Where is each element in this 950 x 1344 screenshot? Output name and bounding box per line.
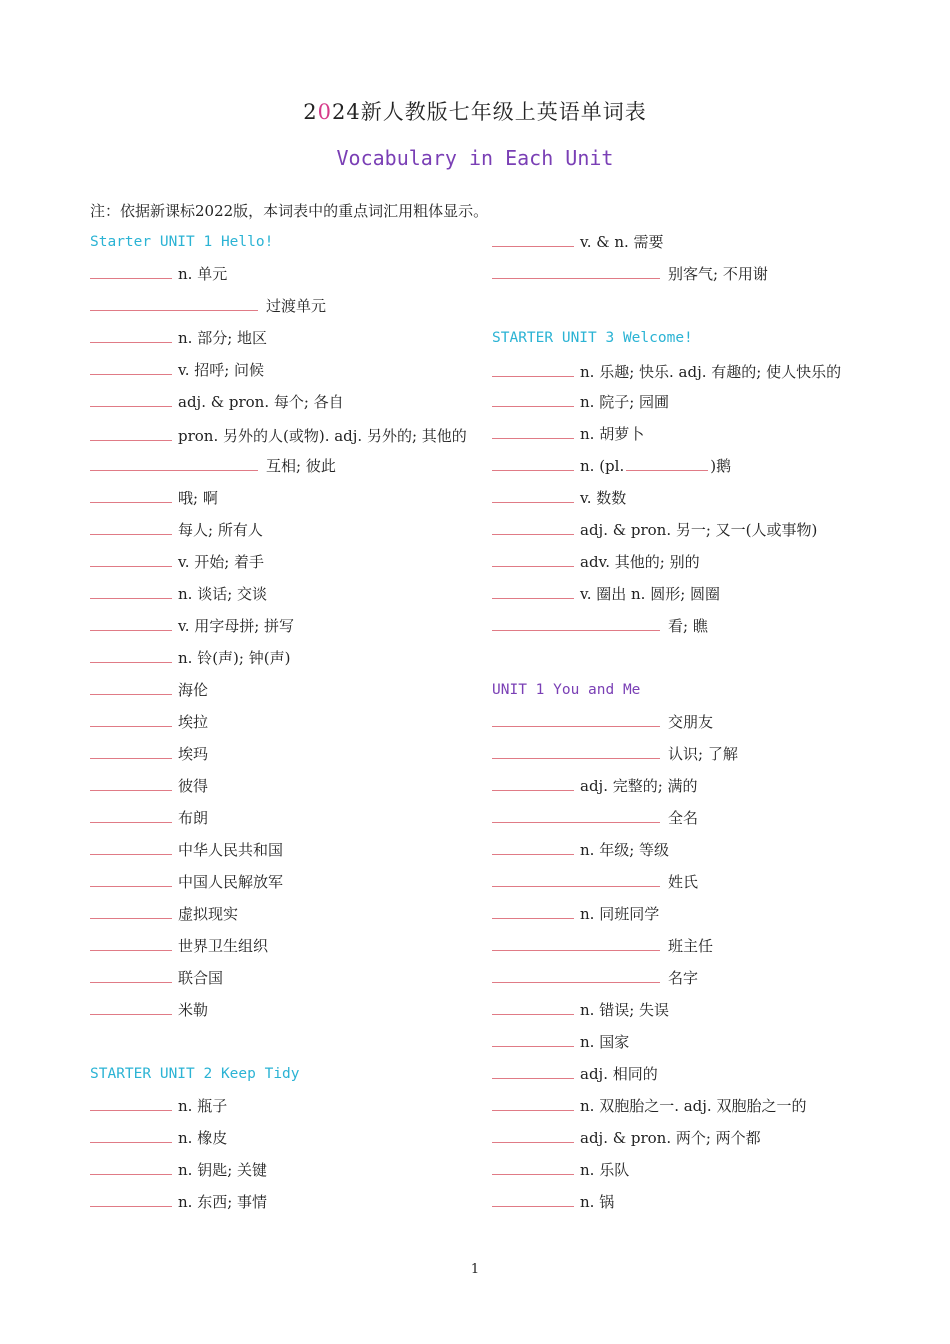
vocab-entry bbox=[492, 1028, 872, 1060]
entry-meaning: 埃拉 bbox=[178, 713, 209, 731]
vocab-entry bbox=[492, 1092, 872, 1124]
answer-blank[interactable] bbox=[90, 740, 172, 759]
page-number: 1 bbox=[470, 1262, 480, 1277]
vocab-entry bbox=[90, 612, 470, 644]
vocab-entry bbox=[492, 868, 872, 900]
entry-meaning: v. & n. 需要 bbox=[580, 233, 664, 251]
entry-meaning: n. 单元 bbox=[178, 265, 228, 283]
entry-meaning: n. 胡萝卜 bbox=[580, 425, 645, 443]
answer-blank[interactable] bbox=[492, 740, 660, 759]
vocab-entry bbox=[90, 836, 470, 868]
answer-blank[interactable] bbox=[90, 292, 258, 311]
answer-blank[interactable] bbox=[90, 516, 172, 535]
section-spacer bbox=[492, 644, 872, 676]
vocab-entry bbox=[492, 932, 872, 964]
vocab-entry bbox=[90, 900, 470, 932]
entry-meaning: v. 数数 bbox=[580, 489, 627, 507]
entry-meaning: 班主任 bbox=[668, 937, 714, 955]
entry-meaning: 联合国 bbox=[178, 969, 224, 987]
vocab-entry bbox=[492, 1188, 872, 1220]
answer-blank[interactable] bbox=[492, 772, 574, 791]
answer-blank[interactable] bbox=[492, 548, 574, 567]
entry-meaning: v. 开始; 着手 bbox=[178, 553, 265, 571]
vocab-entry bbox=[492, 900, 872, 932]
entry-meaning: 认识; 了解 bbox=[668, 745, 738, 763]
answer-blank[interactable] bbox=[90, 676, 172, 695]
entry-meaning: n. 双胞胎之一. adj. 双胞胎之一的 bbox=[580, 1097, 807, 1115]
vocab-entry bbox=[492, 964, 872, 996]
entry-meaning: 彼得 bbox=[178, 777, 209, 795]
entry-meaning: 中华人民共和国 bbox=[178, 841, 284, 859]
entry-meaning: n. 院子; 园圃 bbox=[580, 393, 670, 411]
vocab-entry bbox=[492, 996, 872, 1028]
entry-meaning: v. 圈出 n. 圆形; 圆圈 bbox=[580, 585, 721, 603]
entry-meaning: 中国人民解放军 bbox=[178, 873, 284, 891]
entry-meaning: 姓氏 bbox=[668, 873, 699, 891]
answer-blank[interactable] bbox=[492, 388, 574, 407]
vocab-entry bbox=[492, 452, 872, 484]
entry-meaning: adj. & pron. 每个; 各自 bbox=[178, 393, 344, 411]
entry-meaning: 全名 bbox=[668, 809, 699, 827]
answer-blank[interactable] bbox=[492, 1188, 574, 1207]
entry-meaning: 米勒 bbox=[178, 1001, 209, 1019]
answer-blank[interactable] bbox=[90, 708, 172, 727]
vocab-entry bbox=[492, 388, 872, 420]
answer-blank[interactable] bbox=[492, 1092, 574, 1111]
answer-blank[interactable] bbox=[90, 644, 172, 663]
answer-blank[interactable] bbox=[492, 1124, 574, 1143]
entry-meaning: n. 锅 bbox=[580, 1193, 615, 1211]
vocab-entry bbox=[90, 324, 470, 356]
entry-meaning: n. 年级; 等级 bbox=[580, 841, 670, 859]
vocab-entry bbox=[492, 516, 872, 548]
entry-meaning: 海伦 bbox=[178, 681, 209, 699]
vocab-entry bbox=[492, 260, 872, 292]
vocab-entry bbox=[492, 420, 872, 452]
right-column bbox=[492, 228, 872, 1220]
answer-blank[interactable] bbox=[90, 932, 172, 951]
page-title bbox=[0, 96, 950, 126]
vocab-entry bbox=[492, 804, 872, 836]
vocab-entry bbox=[90, 1156, 470, 1188]
vocab-entry bbox=[90, 932, 470, 964]
vocab-entry bbox=[90, 868, 470, 900]
entry-meaning: 埃玛 bbox=[178, 745, 209, 763]
entry-meaning: 看; 瞧 bbox=[668, 617, 708, 635]
entry-meaning: n. 同班同学 bbox=[580, 905, 660, 923]
entry-meaning: n. 铃(声); 钟(声) bbox=[178, 649, 291, 667]
answer-blank[interactable] bbox=[492, 452, 574, 471]
left-column bbox=[90, 228, 470, 1220]
entry-meaning-before: n. (pl. bbox=[580, 457, 625, 475]
vocab-entry bbox=[492, 836, 872, 868]
answer-blank[interactable] bbox=[492, 804, 660, 823]
answer-blank[interactable] bbox=[90, 484, 172, 503]
vocab-entry bbox=[90, 1188, 470, 1220]
answer-blank[interactable] bbox=[492, 1060, 574, 1079]
note-text: 注：依据新课标2022版，本词表中的重点词汇用粗体显示。 bbox=[90, 202, 489, 220]
vocab-entry bbox=[90, 580, 470, 612]
plural-answer-blank[interactable] bbox=[626, 452, 708, 471]
vocab-entry bbox=[492, 356, 872, 388]
unit-heading: UNIT 1 You and Me bbox=[492, 682, 641, 698]
answer-blank[interactable] bbox=[90, 580, 172, 599]
answer-blank[interactable] bbox=[90, 324, 172, 343]
answer-blank[interactable] bbox=[492, 868, 660, 887]
answer-blank[interactable] bbox=[492, 900, 574, 919]
answer-blank[interactable] bbox=[492, 580, 574, 599]
entry-meaning: adj. 相同的 bbox=[580, 1065, 658, 1083]
entry-meaning: 过渡单元 bbox=[266, 297, 327, 315]
entry-meaning: 别客气; 不用谢 bbox=[668, 265, 768, 283]
answer-blank[interactable] bbox=[90, 964, 172, 983]
answer-blank[interactable] bbox=[90, 612, 172, 631]
vocab-entry bbox=[90, 996, 470, 1028]
vocab-entry bbox=[90, 420, 470, 452]
answer-blank[interactable] bbox=[90, 356, 172, 375]
vocab-entry bbox=[492, 772, 872, 804]
answer-blank[interactable] bbox=[90, 836, 172, 855]
unit-heading: STARTER UNIT 3 Welcome! bbox=[492, 330, 693, 346]
vocab-entry bbox=[90, 388, 470, 420]
answer-blank[interactable] bbox=[492, 964, 660, 983]
entry-meaning: n. 谈话; 交谈 bbox=[178, 585, 268, 603]
answer-blank[interactable] bbox=[492, 420, 574, 439]
vocab-entry bbox=[90, 708, 470, 740]
entry-meaning: n. 乐趣; 快乐. adj. 有趣的; 使人快乐的 bbox=[580, 363, 842, 381]
answer-blank[interactable] bbox=[90, 772, 172, 791]
answer-blank[interactable] bbox=[492, 612, 660, 631]
vocab-entry bbox=[90, 772, 470, 804]
vocab-entry bbox=[492, 1060, 872, 1092]
vocab-entry bbox=[492, 484, 872, 516]
vocab-entry bbox=[90, 548, 470, 580]
title-accent-digit: 0 bbox=[317, 100, 332, 124]
answer-blank[interactable] bbox=[492, 516, 574, 535]
entry-meaning: 名字 bbox=[668, 969, 699, 987]
vocab-entry bbox=[90, 452, 470, 484]
entry-meaning: n. 橡皮 bbox=[178, 1129, 228, 1147]
answer-blank[interactable] bbox=[90, 900, 172, 919]
entry-meaning: pron. 另外的人(或物). adj. 另外的; 其他的 bbox=[178, 427, 467, 445]
vocab-entry bbox=[90, 516, 470, 548]
vocab-entry bbox=[90, 1092, 470, 1124]
vocab-entry bbox=[90, 1124, 470, 1156]
entry-meaning: adj. & pron. 两个; 两个都 bbox=[580, 1129, 761, 1147]
entry-meaning: 每人; 所有人 bbox=[178, 521, 263, 539]
entry-meaning: 互相; 彼此 bbox=[266, 457, 336, 475]
answer-blank[interactable] bbox=[492, 932, 660, 951]
section-spacer bbox=[492, 292, 872, 324]
vocab-entry bbox=[90, 484, 470, 516]
answer-blank[interactable] bbox=[90, 548, 172, 567]
entry-meaning: n. 东西; 事情 bbox=[178, 1193, 268, 1211]
answer-blank[interactable] bbox=[492, 1028, 574, 1047]
answer-blank[interactable] bbox=[90, 260, 172, 279]
vocab-entry bbox=[90, 260, 470, 292]
answer-blank[interactable] bbox=[492, 1156, 574, 1175]
answer-blank[interactable] bbox=[492, 836, 574, 855]
entry-meaning: n. 国家 bbox=[580, 1033, 630, 1051]
entry-meaning: adj. & pron. 另一; 又一(人或事物) bbox=[580, 521, 818, 539]
entry-meaning: 交朋友 bbox=[668, 713, 714, 731]
entry-meaning: n. 乐队 bbox=[580, 1161, 630, 1179]
vocab-entry bbox=[492, 580, 872, 612]
entry-meaning: n. 钥匙; 关键 bbox=[178, 1161, 268, 1179]
entry-meaning: 布朗 bbox=[178, 809, 209, 827]
entry-meaning: n. 部分; 地区 bbox=[178, 329, 268, 347]
section-spacer bbox=[90, 1028, 470, 1060]
entry-meaning: 哦; 啊 bbox=[178, 489, 218, 507]
answer-blank[interactable] bbox=[90, 804, 172, 823]
vocab-entry bbox=[90, 644, 470, 676]
answer-blank[interactable] bbox=[90, 1092, 172, 1111]
answer-blank[interactable] bbox=[90, 452, 258, 471]
entry-meaning-after: )鹅 bbox=[710, 457, 732, 475]
answer-blank[interactable] bbox=[90, 388, 172, 407]
vocab-entry bbox=[492, 612, 872, 644]
unit-heading: STARTER UNIT 2 Keep Tidy bbox=[90, 1066, 300, 1082]
vocab-entry bbox=[90, 676, 470, 708]
answer-blank[interactable] bbox=[90, 1124, 172, 1143]
vocab-entry bbox=[492, 1124, 872, 1156]
entry-meaning: v. 招呼; 问候 bbox=[178, 361, 265, 379]
answer-blank[interactable] bbox=[492, 708, 660, 727]
answer-blank[interactable] bbox=[492, 358, 574, 377]
answer-blank[interactable] bbox=[90, 996, 172, 1015]
answer-blank[interactable] bbox=[492, 484, 574, 503]
entry-meaning: 世界卫生组织 bbox=[178, 937, 269, 955]
vocab-entry bbox=[492, 740, 872, 772]
answer-blank[interactable] bbox=[90, 1156, 172, 1175]
vocab-entry bbox=[90, 804, 470, 836]
page-subtitle: Vocabulary in Each Unit bbox=[336, 146, 614, 170]
title-suffix: 24新人教版七年级上英语单词表 bbox=[332, 100, 647, 124]
vocab-entry bbox=[492, 228, 872, 260]
answer-blank[interactable] bbox=[492, 996, 574, 1015]
vocab-entry bbox=[90, 964, 470, 996]
vocab-entry bbox=[90, 740, 470, 772]
unit-heading: Starter UNIT 1 Hello! bbox=[90, 234, 274, 250]
title-prefix: 2 bbox=[303, 100, 318, 124]
entry-meaning: 虚拟现实 bbox=[178, 905, 239, 923]
answer-blank[interactable] bbox=[492, 228, 574, 247]
vocab-entry bbox=[492, 548, 872, 580]
entry-meaning: adj. 完整的; 满的 bbox=[580, 777, 698, 795]
answer-blank[interactable] bbox=[90, 868, 172, 887]
entry-meaning: v. 用字母拼; 拼写 bbox=[178, 617, 295, 635]
answer-blank[interactable] bbox=[90, 1188, 172, 1207]
entry-meaning: adv. 其他的; 别的 bbox=[580, 553, 700, 571]
answer-blank[interactable] bbox=[90, 422, 172, 441]
vocab-entry bbox=[492, 1156, 872, 1188]
entry-meaning: n. 错误; 失误 bbox=[580, 1001, 670, 1019]
vocab-entry bbox=[90, 292, 470, 324]
answer-blank[interactable] bbox=[492, 260, 660, 279]
vocab-entry bbox=[492, 708, 872, 740]
vocab-entry bbox=[90, 356, 470, 388]
entry-meaning: n. 瓶子 bbox=[178, 1097, 228, 1115]
